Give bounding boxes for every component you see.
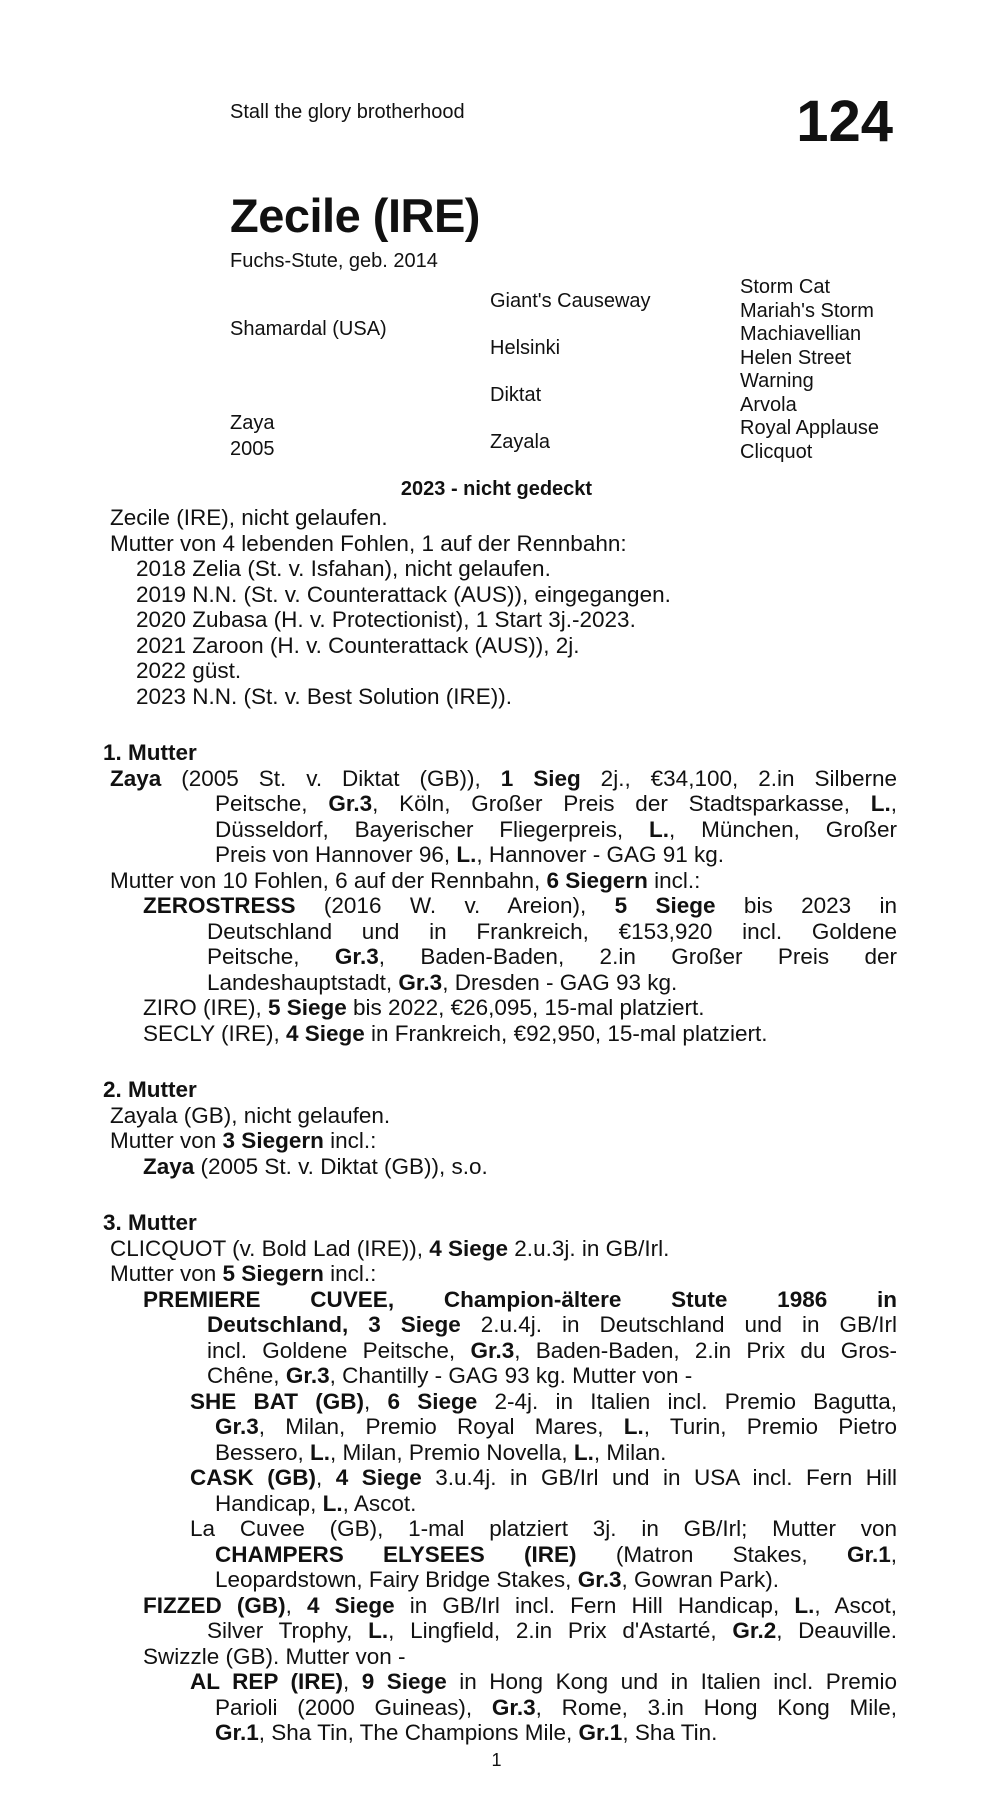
zerostress-line: Landeshauptstadt, Gr.3, Dresden - GAG 93 kg. [207, 969, 678, 995]
produce-item: 2022 güst. [136, 658, 242, 683]
la-cuvee-line: CHAMPERS ELYSEES (IRE) (Matron Stakes, Gr.1, [215, 1541, 897, 1567]
produce-intro: Zecile (IRE), nicht gelaufen. [110, 505, 388, 530]
secly-line: SECLY (IRE), 4 Siege in Frankreich, €92,950, 15-mal platziert. [143, 1020, 768, 1046]
horse-description: Fuchs-Stute, geb. 2014 [230, 250, 438, 272]
pedigree-gen3: Warning [740, 370, 814, 392]
pedigree-gen3: Mariah's Storm [740, 299, 874, 322]
premiere-cuvee-line: PREMIERE CUVEE, Champion-ältere Stute 1986 in [143, 1286, 897, 1312]
dam1-zaya-line: Zaya (2005 St. v. Diktat (GB)), 1 Sieg 2j., €34,100, 2.in Silberne [110, 765, 897, 791]
horse-name: FIZZED (GB) [143, 1592, 286, 1618]
produce-item: 2020 Zubasa (H. v. Protectionist), 1 Start 3j.-2023. [136, 607, 636, 632]
horse-name: ZEROSTRESS [143, 893, 296, 918]
horse-name: Zaya [143, 1153, 195, 1179]
dam2-zaya-line: Zaya (2005 St. v. Diktat (GB)), s.o. [143, 1153, 488, 1179]
covering-note: 2023 - nicht gedeckt [400, 478, 593, 500]
zerostress-line: Peitsche, Gr.3, Baden-Baden, 2.in Großer Preis der [207, 944, 897, 969]
pedigree-dam: Zaya [230, 412, 275, 434]
produce-summary: Mutter von 4 lebenden Fohlen, 1 auf der Rennbahn: [110, 530, 627, 556]
la-cuvee-line: La Cuvee (GB), 1-mal platziert 3j. in GB/Irl; Mutter von [190, 1516, 897, 1541]
section-heading-dam3: 3. Mutter [103, 1210, 197, 1235]
pedigree-sire: Shamardal (USA) [230, 318, 387, 340]
dam2-line: Zayala (GB), nicht gelaufen. [110, 1102, 391, 1128]
produce-item: 2018 Zelia (St. v. Isfahan), nicht gelaufen. [136, 556, 551, 581]
pedigree-gen2: Helsinki [490, 337, 561, 359]
catalogue-body [0, 505, 993, 1746]
la-cuvee-line: Leopardstown, Fairy Bridge Stakes, Gr.3, Gowran Park). [215, 1567, 780, 1592]
dam3-summary: Mutter von 5 Siegern incl.: [110, 1261, 377, 1286]
zerostress-line: Deutschland und in Frankreich, €153,920 incl. Goldene [207, 918, 897, 944]
swizzle-line: Swizzle (GB). Mutter von - [143, 1643, 406, 1669]
pedigree-gen3: Storm Cat [740, 276, 831, 298]
horse-name: Zecile (IRE) [230, 189, 480, 242]
ziro-line: ZIRO (IRE), 5 Siege bis 2022, €26,095, 15-mal platziert. [143, 995, 705, 1020]
dam1-summary: Mutter von 10 Fohlen, 6 auf der Rennbahn, 6 Siegern incl.: [110, 867, 701, 893]
she-bat-line: Gr.3, Milan, Premio Royal Mares, L., Turin, Premio Pietro [215, 1414, 897, 1439]
fizzed-line: Silver Trophy, L., Lingfield, 2.in Prix d'Astarté, Gr.2, Deauville. [207, 1618, 897, 1643]
pedigree-gen2: Zayala [490, 431, 551, 453]
dam1-zaya-line: Preis von Hannover 96, L., Hannover - GAG 91 kg. [215, 842, 725, 867]
dam1-zaya-line: Düsseldorf, Bayerischer Fliegerpreis, L., München, Großer [215, 816, 898, 842]
premiere-cuvee-line: incl. Goldene Peitsche, Gr.3, Baden-Baden, 2.in Prix du Gros- [207, 1337, 897, 1363]
dam1-zaya-line: Peitsche, Gr.3, Köln, Großer Preis der Stadtsparkasse, L., [215, 791, 897, 816]
cask-line: Handicap, L., Ascot. [215, 1490, 417, 1516]
premiere-cuvee-line: Chêne, Gr.3, Chantilly - GAG 93 kg. Mutter von - [207, 1363, 693, 1388]
horse-name: SHE BAT (GB) [190, 1388, 365, 1414]
produce-item: 2023 N.N. (St. v. Best Solution (IRE)). [136, 683, 512, 709]
zerostress-line: ZEROSTRESS (2016 W. v. Areion), 5 Siege bis 2023 in [143, 893, 898, 918]
pedigree-gen3: Arvola [740, 393, 797, 416]
pedigree-gen2: Giant's Causeway [490, 290, 651, 312]
pedigree-gen3: Machiavellian [740, 323, 862, 345]
premiere-cuvee-line: Deutschland, 3 Siege 2.u.4j. in Deutschland und in GB/Irl [207, 1312, 897, 1337]
horse-name: CASK (GB) [190, 1465, 316, 1490]
dam2-summary: Mutter von 3 Siegern incl.: [110, 1128, 377, 1153]
al-rep-line: AL REP (IRE), 9 Siege in Hong Kong und in Italien incl. Premio [190, 1669, 897, 1694]
page-number: 1 [491, 1750, 502, 1770]
horse-name: Zaya [110, 765, 162, 791]
cask-line: CASK (GB), 4 Siege 3.u.4j. in GB/Irl und in USA incl. Fern Hill [190, 1465, 897, 1490]
lot-number: 124 [796, 89, 893, 154]
fizzed-line: FIZZED (GB), 4 Siege in GB/Irl incl. Fern Hill Handicap, L., Ascot, [143, 1592, 897, 1618]
dam3-line: CLICQUOT (v. Bold Lad (IRE)), 4 Siege 2.u.3j. in GB/Irl. [110, 1235, 670, 1261]
horse-name: AL REP (IRE) [190, 1669, 343, 1694]
she-bat-line: Bessero, L., Milan, Premio Novella, L., Milan. [215, 1439, 667, 1465]
she-bat-line: SHE BAT (GB), 6 Siege 2-4j. in Italien incl. Premio Bagutta, [190, 1388, 897, 1414]
pedigree-gen3: Clicquot [740, 440, 813, 463]
section-heading-dam1: 1. Mutter [103, 740, 197, 765]
al-rep-line: Gr.1, Sha Tin, The Champions Mile, Gr.1, Sha Tin. [215, 1720, 718, 1745]
stall-name: Stall the glory brotherhood [230, 101, 465, 123]
section-heading-dam2: 2. Mutter [103, 1077, 197, 1102]
al-rep-line: Parioli (2000 Guineas), Gr.3, Rome, 3.in Hong Kong Mile, [215, 1694, 897, 1720]
pedigree-gen3: Royal Applause [740, 417, 879, 439]
horse-name: CHAMPERS ELYSEES (IRE) [215, 1541, 577, 1567]
pedigree-gen2: Diktat [490, 384, 542, 406]
produce-item: 2021 Zaroon (H. v. Counterattack (AUS)), 2j. [136, 632, 580, 658]
produce-item: 2019 N.N. (St. v. Counterattack (AUS)), eingegangen. [136, 581, 671, 607]
pedigree-dam-year: 2005 [230, 438, 275, 460]
pedigree-gen3: Helen Street [740, 346, 852, 369]
